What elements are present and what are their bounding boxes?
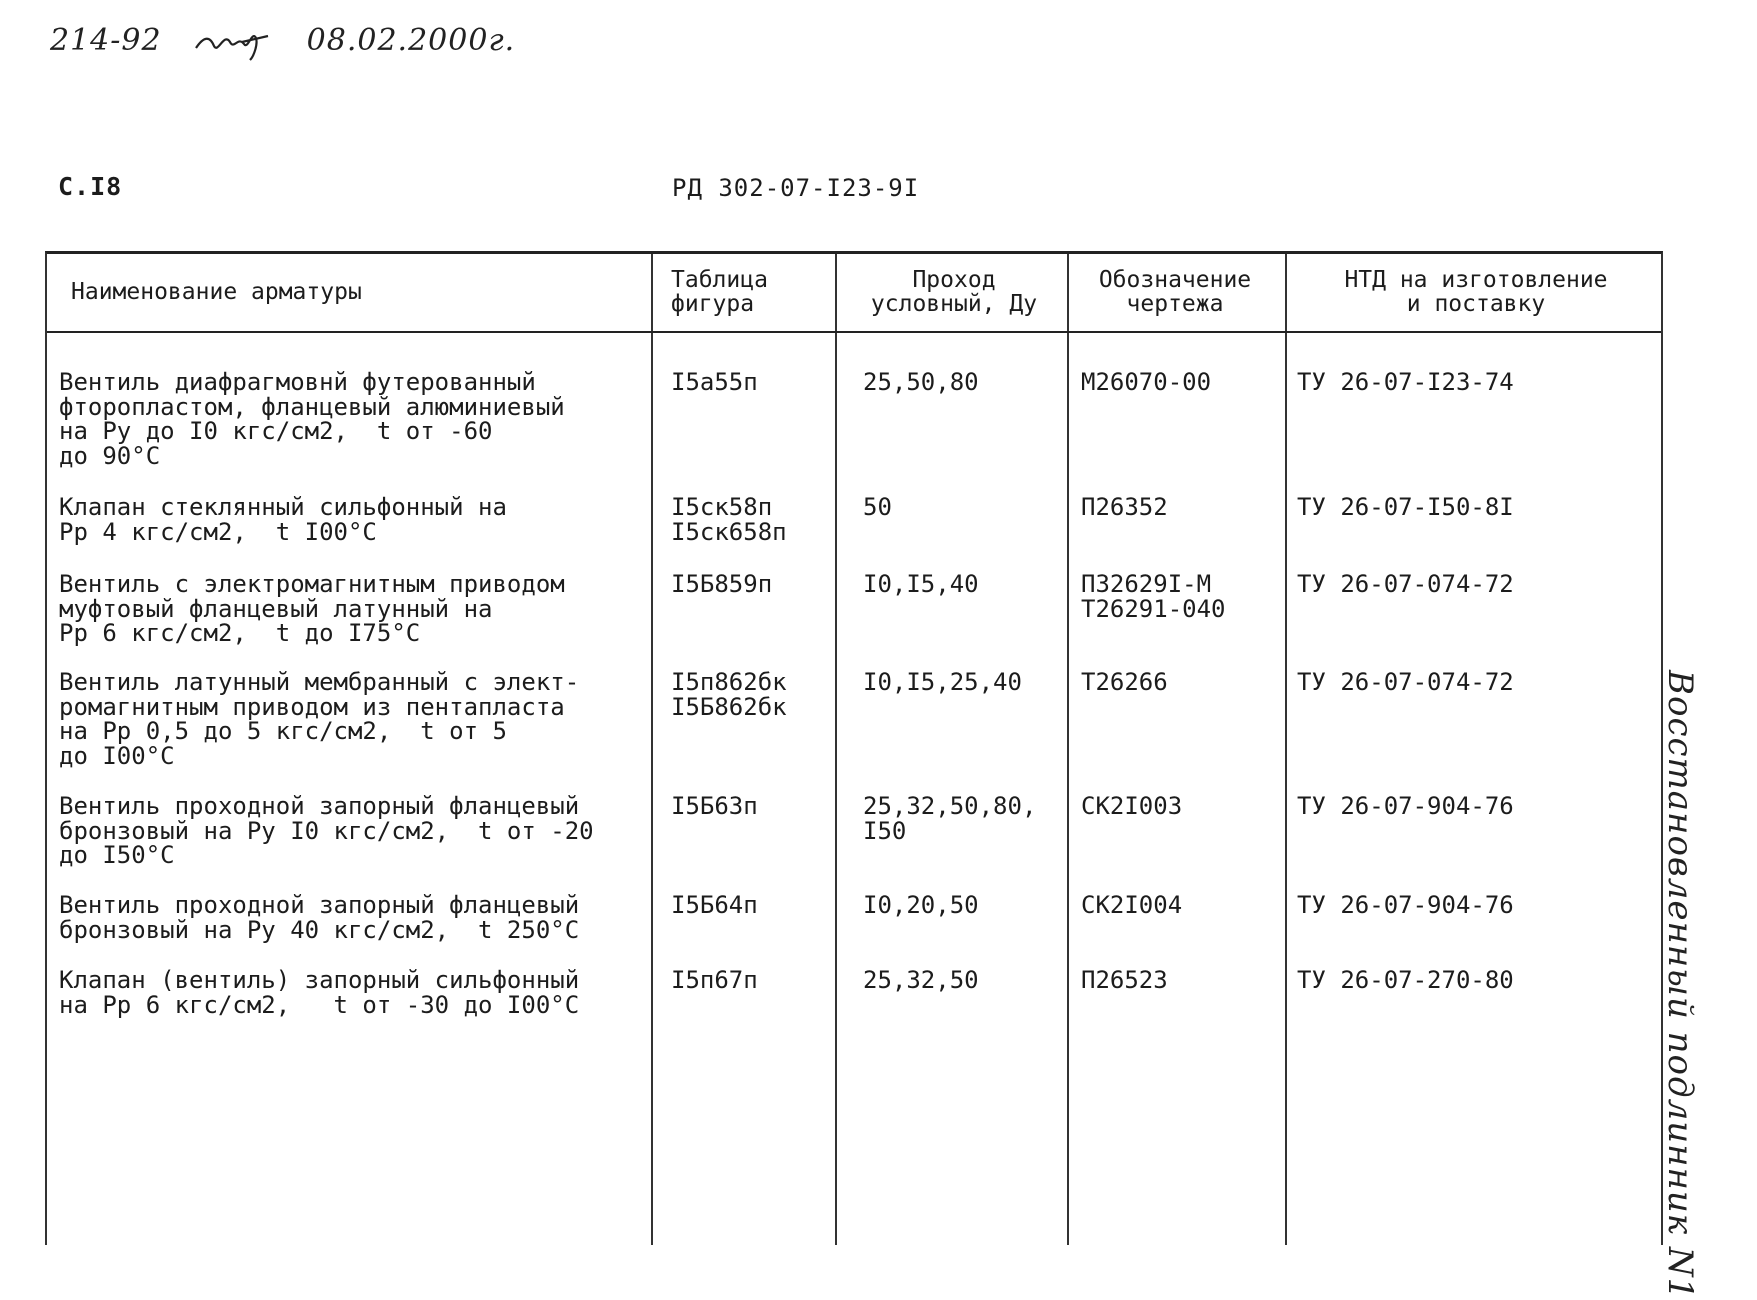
row-5-name: Вентиль проходной запорный фланцевый бронзовый на Ру I0 кгс/см2, t от -20 до I50°С <box>59 792 594 869</box>
row-4-drawing: Т26266 <box>1081 668 1168 696</box>
row-5-figure: I5Б63п <box>671 792 758 820</box>
row-2-name: Клапан стеклянный сильфонный на Рр 4 кгс/см2, t I00°С <box>59 493 507 546</box>
row-5-drawing: СК2I003 <box>1081 792 1183 820</box>
row-4-ntd: ТУ 26-07-074-72 <box>1297 668 1514 696</box>
row-4-name: Вентиль латунный мембранный с элект- ромагнитным приводом из пентапласта на Рр 0,5 до 5 кгс/см2, t от 5 до I00°С <box>59 668 580 770</box>
row-4-figure: I5п862бк I5Б862бк <box>671 668 787 721</box>
row-7-name: Клапан (вентиль) запорный сильфонный на Рр 6 кгс/см2, t от -30 до I00°С <box>59 966 580 1019</box>
row-5-ntd: ТУ 26-07-904-76 <box>1297 792 1514 820</box>
page-number: С.I8 <box>58 172 123 201</box>
handwritten-signature <box>194 22 274 62</box>
row-7-figure: I5п67п <box>671 966 758 994</box>
row-1-ntd: ТУ 26-07-I23-74 <box>1297 368 1514 396</box>
row-1-name: Вентиль диафрагмовнй футерованный фторопластом, фланцевый алюминиевый на Ру до I0 кгс/см2, t от -60 до 90°С <box>59 368 565 470</box>
column-header-drawing: Обозначение чертежа <box>1098 267 1252 317</box>
column-header-ntd: НТД на изготовление и поставку <box>1344 267 1608 317</box>
column-divider <box>1067 254 1069 1245</box>
row-7-drawing: П26523 <box>1081 966 1168 994</box>
column-divider <box>651 254 653 1245</box>
handwritten-date: 08.02.2000г. <box>306 23 516 58</box>
document-code: РД 302-07-I23-9I <box>672 174 920 202</box>
row-6-ntd: ТУ 26-07-904-76 <box>1297 891 1514 919</box>
row-3-name: Вентиль с электромагнитным приводом муфтовый фланцевый латунный на Рр 6 кгс/см2, t до I75°С <box>59 570 565 647</box>
row-1-diameter: 25,50,80 <box>863 368 979 396</box>
row-7-diameter: 25,32,50 <box>863 966 979 994</box>
row-6-figure: I5Б64п <box>671 891 758 919</box>
row-3-diameter: I0,I5,40 <box>863 570 979 598</box>
row-2-figure: I5ск58п I5ск658п <box>671 493 787 546</box>
header-divider <box>47 331 1661 333</box>
column-divider <box>835 254 837 1245</box>
row-3-figure: I5Б859п <box>671 570 773 598</box>
column-header-name: Наименование арматуры <box>71 279 362 305</box>
handwritten-note <box>50 22 515 62</box>
row-3-drawing: П32629I-М Т26291-040 <box>1081 570 1226 623</box>
row-2-ntd: ТУ 26-07-I50-8I <box>1297 493 1514 521</box>
valves-table <box>45 251 1663 1245</box>
row-6-drawing: СК2I004 <box>1081 891 1183 919</box>
row-6-name: Вентиль проходной запорный фланцевый бронзовый на Ру 40 кгс/см2, t 250°С <box>59 891 580 944</box>
row-4-diameter: I0,I5,25,40 <box>863 668 1022 696</box>
row-3-ntd: ТУ 26-07-074-72 <box>1297 570 1514 598</box>
row-6-diameter: I0,20,50 <box>863 891 979 919</box>
row-1-drawing: М26070-00 <box>1081 368 1212 396</box>
handwritten-number: 214-92 <box>50 23 162 58</box>
side-stamp: Восстановленный подлинник N1 <box>1660 670 1700 1300</box>
row-1-figure: I5а55п <box>671 368 758 396</box>
row-2-drawing: П26352 <box>1081 493 1168 521</box>
row-5-diameter: 25,32,50,80, I50 <box>863 792 1037 845</box>
column-divider <box>1285 254 1287 1245</box>
row-7-ntd: ТУ 26-07-270-80 <box>1297 966 1514 994</box>
row-2-diameter: 50 <box>863 493 892 521</box>
column-header-figure: Таблица фигура <box>671 267 768 317</box>
column-header-diameter: Проход условный, Ду <box>870 267 1038 317</box>
